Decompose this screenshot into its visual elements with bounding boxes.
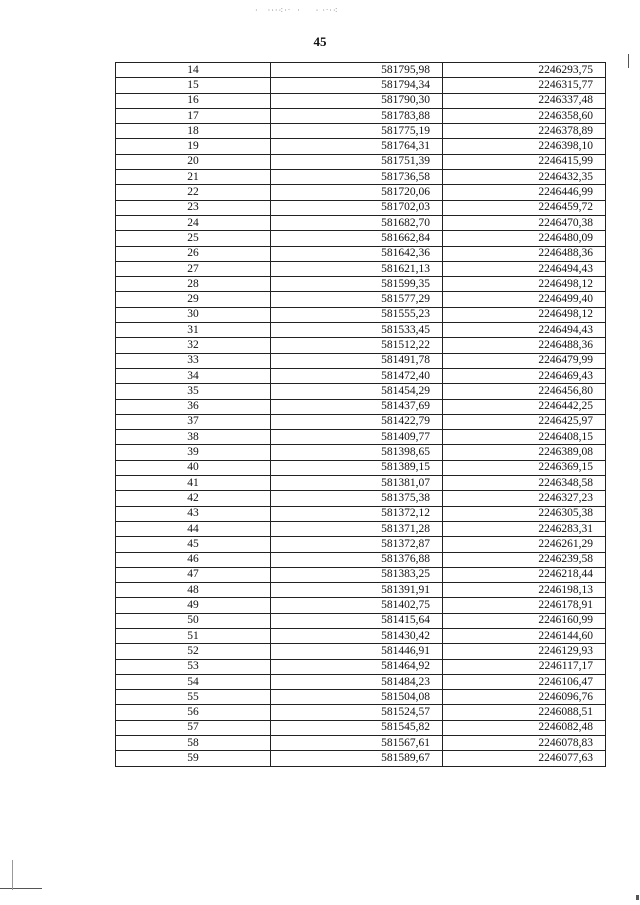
table-row: [116, 78, 606, 93]
point-number-cell: 31: [116, 323, 271, 338]
y-coordinate-cell: 2246261,29: [443, 537, 606, 552]
y-coordinate-cell: 2246160,99: [443, 613, 606, 628]
point-number-cell: 39: [116, 445, 271, 460]
point-number-cell: 33: [116, 353, 271, 368]
table-row: [116, 139, 606, 154]
x-coordinate-cell: 581790,30: [271, 93, 443, 108]
point-number-cell: 42: [116, 491, 271, 506]
point-number-cell: 16: [116, 93, 271, 108]
x-coordinate-cell: 581589,67: [271, 751, 443, 766]
point-number-cell: 44: [116, 521, 271, 536]
y-coordinate-cell: 2246178,91: [443, 598, 606, 613]
table-row: [116, 521, 606, 536]
table-row: [116, 552, 606, 567]
y-coordinate-cell: 2246498,12: [443, 277, 606, 292]
table-row: [116, 108, 606, 123]
table-row: [116, 124, 606, 139]
table-row: [116, 720, 606, 735]
y-coordinate-cell: 2246198,13: [443, 583, 606, 598]
point-number-cell: 58: [116, 736, 271, 751]
y-coordinate-cell: 2246283,31: [443, 521, 606, 536]
table-row: [116, 491, 606, 506]
point-number-cell: 30: [116, 307, 271, 322]
table-row: [116, 598, 606, 613]
table-row: [116, 277, 606, 292]
table-row: [116, 460, 606, 475]
coordinates-table-body: [116, 63, 606, 767]
x-coordinate-cell: 581391,91: [271, 583, 443, 598]
y-coordinate-cell: 2246398,10: [443, 139, 606, 154]
y-coordinate-cell: 2246293,75: [443, 63, 606, 78]
table-row: [116, 659, 606, 674]
table-row: [116, 537, 606, 552]
x-coordinate-cell: 581555,23: [271, 307, 443, 322]
point-number-cell: 48: [116, 583, 271, 598]
point-number-cell: 27: [116, 261, 271, 276]
point-number-cell: 53: [116, 659, 271, 674]
table-row: [116, 93, 606, 108]
point-number-cell: 56: [116, 705, 271, 720]
x-coordinate-cell: 581472,40: [271, 368, 443, 383]
y-coordinate-cell: 2246479,99: [443, 353, 606, 368]
point-number-cell: 29: [116, 292, 271, 307]
table-row: [116, 705, 606, 720]
y-coordinate-cell: 2246129,93: [443, 644, 606, 659]
y-coordinate-cell: 2246369,15: [443, 460, 606, 475]
x-coordinate-cell: 581524,57: [271, 705, 443, 720]
table-row: [116, 185, 606, 200]
x-coordinate-cell: 581751,39: [271, 154, 443, 169]
x-coordinate-cell: 581764,31: [271, 139, 443, 154]
y-coordinate-cell: 2246408,15: [443, 430, 606, 445]
x-coordinate-cell: 581376,88: [271, 552, 443, 567]
y-coordinate-cell: 2246459,72: [443, 200, 606, 215]
point-number-cell: 47: [116, 567, 271, 582]
y-coordinate-cell: 2246337,48: [443, 93, 606, 108]
table-row: [116, 63, 606, 78]
x-coordinate-cell: 581454,29: [271, 384, 443, 399]
x-coordinate-cell: 581577,29: [271, 292, 443, 307]
table-row: [116, 170, 606, 185]
y-coordinate-cell: 2246456,80: [443, 384, 606, 399]
scan-artifact-top: · . ·‧·⁖·ˑ. · . . ‧ ·ˑ·⁖ .: [255, 6, 345, 12]
table-row: [116, 445, 606, 460]
y-coordinate-cell: 2246494,43: [443, 323, 606, 338]
y-coordinate-cell: 2246470,38: [443, 215, 606, 230]
point-number-cell: 43: [116, 506, 271, 521]
table-row: [116, 430, 606, 445]
x-coordinate-cell: 581702,03: [271, 200, 443, 215]
point-number-cell: 32: [116, 338, 271, 353]
table-row: [116, 751, 606, 766]
x-coordinate-cell: 581464,92: [271, 659, 443, 674]
scan-mark-bottom-right: [636, 895, 639, 900]
point-number-cell: 57: [116, 720, 271, 735]
table-row: [116, 353, 606, 368]
point-number-cell: 26: [116, 246, 271, 261]
x-coordinate-cell: 581409,77: [271, 430, 443, 445]
x-coordinate-cell: 581621,13: [271, 261, 443, 276]
y-coordinate-cell: 2246469,43: [443, 368, 606, 383]
x-coordinate-cell: 581371,28: [271, 521, 443, 536]
x-coordinate-cell: 581422,79: [271, 414, 443, 429]
x-coordinate-cell: 581398,65: [271, 445, 443, 460]
y-coordinate-cell: 2246117,17: [443, 659, 606, 674]
table-row: [116, 506, 606, 521]
point-number-cell: 51: [116, 628, 271, 643]
table-row: [116, 307, 606, 322]
x-coordinate-cell: 581430,42: [271, 628, 443, 643]
point-number-cell: 50: [116, 613, 271, 628]
y-coordinate-cell: 2246442,25: [443, 399, 606, 414]
point-number-cell: 28: [116, 277, 271, 292]
x-coordinate-cell: 581567,61: [271, 736, 443, 751]
y-coordinate-cell: 2246218,44: [443, 567, 606, 582]
y-coordinate-cell: 2246096,76: [443, 690, 606, 705]
table-row: [116, 583, 606, 598]
point-number-cell: 14: [116, 63, 271, 78]
point-number-cell: 21: [116, 170, 271, 185]
y-coordinate-cell: 2246425,97: [443, 414, 606, 429]
y-coordinate-cell: 2246088,51: [443, 705, 606, 720]
scan-mark-right: [628, 54, 629, 68]
table-row: [116, 338, 606, 353]
x-coordinate-cell: 581383,25: [271, 567, 443, 582]
y-coordinate-cell: 2246488,36: [443, 338, 606, 353]
y-coordinate-cell: 2246078,83: [443, 736, 606, 751]
point-number-cell: 52: [116, 644, 271, 659]
table-row: [116, 476, 606, 491]
y-coordinate-cell: 2246106,47: [443, 674, 606, 689]
x-coordinate-cell: 581642,36: [271, 246, 443, 261]
x-coordinate-cell: 581402,75: [271, 598, 443, 613]
x-coordinate-cell: 581484,23: [271, 674, 443, 689]
y-coordinate-cell: 2246378,89: [443, 124, 606, 139]
point-number-cell: 22: [116, 185, 271, 200]
table-row: [116, 200, 606, 215]
point-number-cell: 24: [116, 215, 271, 230]
x-coordinate-cell: 581545,82: [271, 720, 443, 735]
x-coordinate-cell: 581512,22: [271, 338, 443, 353]
table-row: [116, 628, 606, 643]
table-row: [116, 674, 606, 689]
x-coordinate-cell: 581415,64: [271, 613, 443, 628]
table-row: [116, 154, 606, 169]
table-row: [116, 414, 606, 429]
x-coordinate-cell: 581736,58: [271, 170, 443, 185]
y-coordinate-cell: 2246432,35: [443, 170, 606, 185]
x-coordinate-cell: 581491,78: [271, 353, 443, 368]
table-row: [116, 292, 606, 307]
table-row: [116, 231, 606, 246]
point-number-cell: 36: [116, 399, 271, 414]
table-row: [116, 246, 606, 261]
y-coordinate-cell: 2246082,48: [443, 720, 606, 735]
table-row: [116, 384, 606, 399]
point-number-cell: 34: [116, 368, 271, 383]
page-number: 45: [313, 34, 327, 49]
x-coordinate-cell: 581372,87: [271, 537, 443, 552]
table-row: [116, 261, 606, 276]
x-coordinate-cell: 581504,08: [271, 690, 443, 705]
y-coordinate-cell: 2246446,99: [443, 185, 606, 200]
y-coordinate-cell: 2246415,99: [443, 154, 606, 169]
scan-mark-left-bottom: [12, 860, 13, 890]
x-coordinate-cell: 581599,35: [271, 277, 443, 292]
x-coordinate-cell: 581794,34: [271, 78, 443, 93]
table-row: [116, 567, 606, 582]
y-coordinate-cell: 2246239,58: [443, 552, 606, 567]
y-coordinate-cell: 2246315,77: [443, 78, 606, 93]
x-coordinate-cell: 581662,84: [271, 231, 443, 246]
table-row: [116, 644, 606, 659]
y-coordinate-cell: 2246144,60: [443, 628, 606, 643]
x-coordinate-cell: 581437,69: [271, 399, 443, 414]
point-number-cell: 54: [116, 674, 271, 689]
y-coordinate-cell: 2246327,23: [443, 491, 606, 506]
x-coordinate-cell: 581372,12: [271, 506, 443, 521]
point-number-cell: 17: [116, 108, 271, 123]
x-coordinate-cell: 581389,15: [271, 460, 443, 475]
y-coordinate-cell: 2246348,58: [443, 476, 606, 491]
y-coordinate-cell: 2246389,08: [443, 445, 606, 460]
point-number-cell: 18: [116, 124, 271, 139]
point-number-cell: 55: [116, 690, 271, 705]
y-coordinate-cell: 2246480,09: [443, 231, 606, 246]
table-row: [116, 368, 606, 383]
x-coordinate-cell: 581375,38: [271, 491, 443, 506]
x-coordinate-cell: 581795,98: [271, 63, 443, 78]
table-row: [116, 399, 606, 414]
y-coordinate-cell: 2246499,40: [443, 292, 606, 307]
point-number-cell: 23: [116, 200, 271, 215]
point-number-cell: 15: [116, 78, 271, 93]
y-coordinate-cell: 2246077,63: [443, 751, 606, 766]
point-number-cell: 45: [116, 537, 271, 552]
y-coordinate-cell: 2246498,12: [443, 307, 606, 322]
point-number-cell: 19: [116, 139, 271, 154]
point-number-cell: 49: [116, 598, 271, 613]
point-number-cell: 37: [116, 414, 271, 429]
x-coordinate-cell: 581682,70: [271, 215, 443, 230]
point-number-cell: 20: [116, 154, 271, 169]
y-coordinate-cell: 2246358,60: [443, 108, 606, 123]
x-coordinate-cell: 581533,45: [271, 323, 443, 338]
table-row: [116, 613, 606, 628]
table-row: [116, 736, 606, 751]
point-number-cell: 46: [116, 552, 271, 567]
point-number-cell: 25: [116, 231, 271, 246]
table-row: [116, 323, 606, 338]
table-row: [116, 215, 606, 230]
point-number-cell: 38: [116, 430, 271, 445]
scan-mark-left-margin: [0, 888, 42, 889]
x-coordinate-cell: 581775,19: [271, 124, 443, 139]
point-number-cell: 59: [116, 751, 271, 766]
y-coordinate-cell: 2246305,38: [443, 506, 606, 521]
x-coordinate-cell: 581381,07: [271, 476, 443, 491]
x-coordinate-cell: 581720,06: [271, 185, 443, 200]
y-coordinate-cell: 2246494,43: [443, 261, 606, 276]
point-number-cell: 41: [116, 476, 271, 491]
point-number-cell: 40: [116, 460, 271, 475]
coordinates-table: [115, 62, 606, 767]
y-coordinate-cell: 2246488,36: [443, 246, 606, 261]
point-number-cell: 35: [116, 384, 271, 399]
table-row: [116, 690, 606, 705]
x-coordinate-cell: 581783,88: [271, 108, 443, 123]
x-coordinate-cell: 581446,91: [271, 644, 443, 659]
